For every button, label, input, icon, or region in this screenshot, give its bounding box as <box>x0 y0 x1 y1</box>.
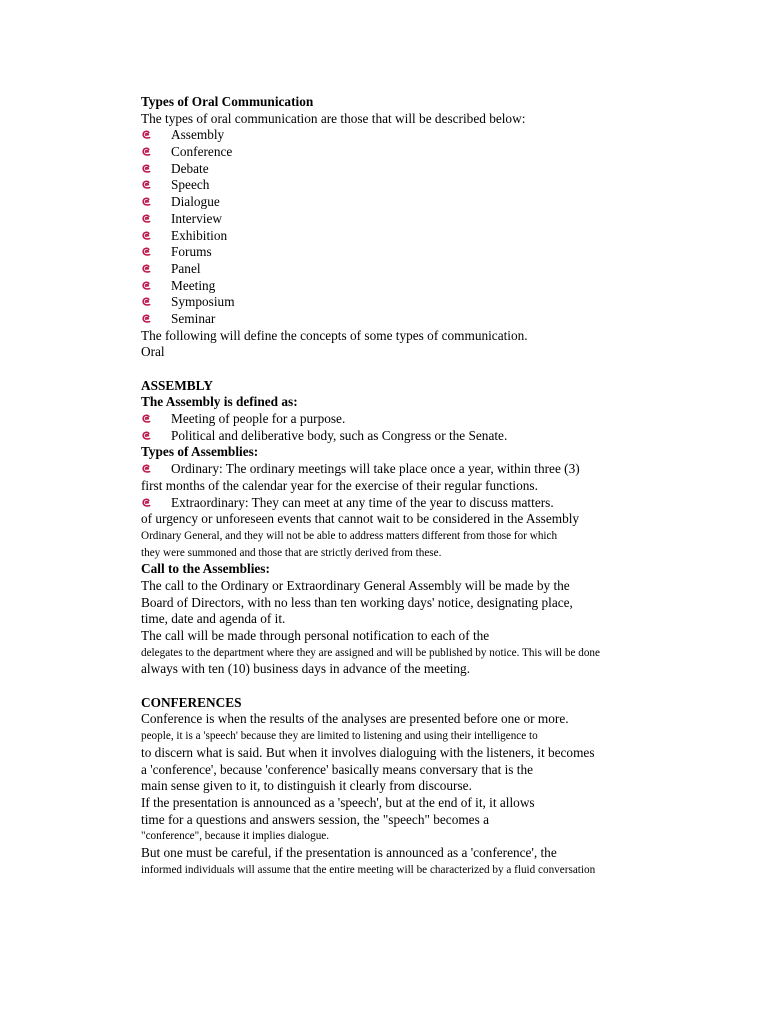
bullet-icon <box>142 464 151 474</box>
bullet-icon <box>142 180 151 190</box>
section-title: Types of Oral Communication <box>141 94 314 109</box>
paragraph-line: time for a questions and answers session, the "speech" becomes a <box>141 811 489 827</box>
bullet-icon <box>142 281 151 291</box>
assembly-heading: ASSEMBLY <box>141 377 213 393</box>
paragraph-line: of urgency or unforeseen events that cannot wait to be considered in the Assembly <box>141 511 580 527</box>
assembly-call-heading: Call to the Assemblies: <box>141 561 270 577</box>
list-item: Meeting of people for a purpose. <box>141 411 641 428</box>
list-item: Ordinary: The ordinary meetings will take place once a year, within three (3) <box>141 461 641 478</box>
paragraph-line: informed individuals will assume that the entire meeting will be characterized by a fluid conversation <box>141 863 596 876</box>
paragraph-line: main sense given to it, to distinguish it clearly from discourse. <box>141 778 472 794</box>
list-item: Forums <box>141 244 641 261</box>
bullet-icon <box>142 164 151 174</box>
paragraph-line: "conference", because it implies dialogue. <box>141 830 330 843</box>
paragraph-line: to discern what is said. But when it involves dialoguing with the listeners, it becomes <box>141 744 595 760</box>
bullet-icon <box>142 247 151 257</box>
paragraph-line: Board of Directors, with no less than ten working days' notice, designating place, <box>141 594 573 610</box>
paragraph-line: people, it is a 'speech' because they are limited to listening and using their intelligence to <box>141 730 538 743</box>
bullet-icon <box>142 214 151 224</box>
bullet-icon <box>142 297 151 307</box>
bullet-icon <box>142 264 151 274</box>
bullet-icon <box>142 314 151 324</box>
paragraph-line: Ordinary General, and they will not be able to address matters different from those for which <box>141 529 558 542</box>
bullet-icon <box>142 414 151 424</box>
paragraph-line: The call to the Ordinary or Extraordinary General Assembly will be made by the <box>141 577 570 593</box>
list-item: Debate <box>141 161 641 178</box>
paragraph-line: first months of the calendar year for the exercise of their regular functions. <box>141 477 538 493</box>
types-list <box>141 127 641 327</box>
list-item: Exhibition <box>141 228 641 245</box>
paragraph-line: they were summoned and those that are strictly derived from these. <box>141 546 442 559</box>
bullet-icon <box>142 147 151 157</box>
paragraph-line: delegates to the department where they are assigned and will be published by notice. This will be done <box>141 646 600 659</box>
bullet-icon <box>142 197 151 207</box>
assembly-types-heading: Types of Assemblies: <box>141 444 259 460</box>
list-item: Conference <box>141 144 641 161</box>
bullet-icon <box>142 431 151 441</box>
list-item: Extraordinary: They can meet at any time of the year to discuss matters. <box>141 495 641 512</box>
assembly-definition-heading: The Assembly is defined as: <box>141 394 298 410</box>
list-item: Seminar <box>141 311 641 328</box>
paragraph-line: But one must be careful, if the presentation is announced as a 'conference', the <box>141 844 557 860</box>
outro-text-2: Oral <box>141 344 165 360</box>
paragraph-line: time, date and agenda of it. <box>141 611 286 627</box>
paragraph-line: a 'conference', because 'conference' basically means conversary that is the <box>141 761 534 777</box>
bullet-icon <box>142 130 151 140</box>
conferences-heading: CONFERENCES <box>141 694 242 710</box>
outro-text: The following will define the concepts of some types of communication. <box>141 327 528 343</box>
paragraph-line: If the presentation is announced as a 'speech', but at the end of it, it allows <box>141 794 535 810</box>
paragraph-line: The call will be made through personal notification to each of the <box>141 628 490 643</box>
list-item: Symposium <box>141 294 641 311</box>
list-item: Speech <box>141 177 641 194</box>
intro-text: The types of oral communication are those that will be described below: <box>141 110 526 126</box>
list-item: Dialogue <box>141 194 641 211</box>
list-item: Assembly <box>141 127 641 144</box>
list-item: Interview <box>141 211 641 228</box>
paragraph-line: Conference is when the results of the analyses are presented before one or more. <box>141 711 569 727</box>
document-page <box>141 94 641 878</box>
list-item: Panel <box>141 261 641 278</box>
bullet-icon <box>142 231 151 241</box>
list-item: Meeting <box>141 278 641 295</box>
paragraph-line: always with ten (10) business days in advance of the meeting. <box>141 661 471 677</box>
list-item: Political and deliberative body, such as Congress or the Senate. <box>141 428 641 445</box>
bullet-icon <box>142 498 151 508</box>
